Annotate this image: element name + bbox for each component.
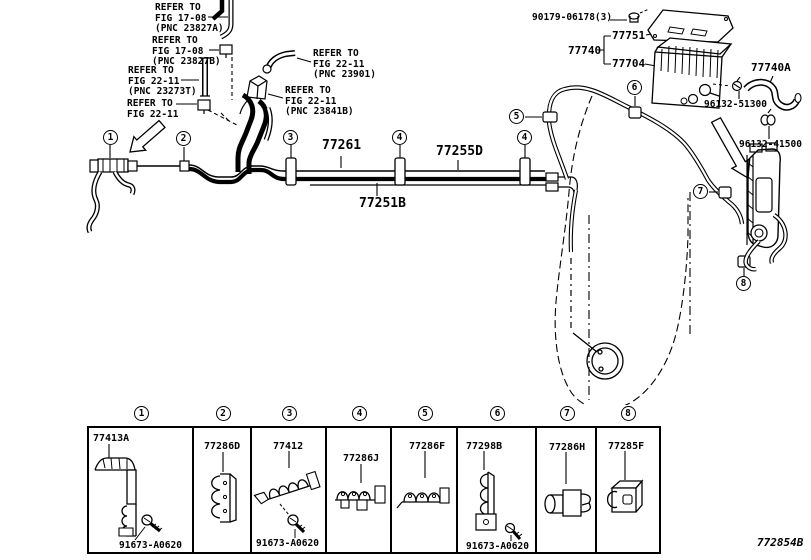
legend-callout-8[interactable]: 8: [621, 406, 636, 421]
callout-4b[interactable]: 4: [517, 130, 532, 145]
legend-cell-6: [458, 428, 537, 552]
clip-drawing-77286J: [327, 428, 390, 552]
refer-note-line: (PNC 23827B): [152, 56, 221, 67]
label-96132-51300[interactable]: 96132-51300: [704, 99, 767, 110]
callout-6[interactable]: 6: [627, 80, 642, 95]
legend-bolt-91673[interactable]: 91673-A0620: [256, 538, 319, 549]
label-77751[interactable]: 77751: [612, 29, 646, 42]
refer-note-fig22-11-b[interactable]: [127, 99, 178, 120]
legend-cell-8: [597, 428, 659, 552]
legend-callout-4[interactable]: 4: [352, 406, 367, 421]
legend-part-77413A[interactable]: 77413A: [93, 433, 130, 444]
legend-cell-5: [392, 428, 458, 552]
filler-tube-descender: [571, 190, 576, 330]
label-77255D[interactable]: 77255D: [436, 144, 483, 159]
legend-part-77286J[interactable]: 77286J: [343, 453, 380, 464]
callout-1[interactable]: 1: [103, 130, 118, 145]
refer-note-line: REFER TO: [152, 35, 198, 46]
label-96132-41500[interactable]: 96132-41500: [739, 139, 802, 150]
legend-header-row: [87, 406, 661, 421]
legend-callout-7[interactable]: 7: [560, 406, 575, 421]
clip-96132-41500-icon: [761, 109, 775, 125]
refer-note-line: FIG 17-08: [152, 45, 204, 57]
refer-note-line: FIG 22-11: [285, 95, 337, 107]
nut-90179: [629, 9, 649, 22]
refer-note-fig17-08-a[interactable]: [155, 3, 224, 35]
refer-note-line: (PNC 23841B): [285, 106, 354, 117]
callout-3[interactable]: 3: [283, 130, 298, 145]
refer-note-line: (PNC 23827A): [155, 23, 224, 34]
left-bracket-assembly: [89, 159, 133, 232]
legend-cell-7: [537, 428, 597, 552]
legend-callout-2[interactable]: 2: [216, 406, 231, 421]
refer-note-fig22-11-a[interactable]: [128, 66, 197, 98]
legend-table: [87, 426, 661, 554]
refer-note-line: REFER TO: [128, 65, 174, 76]
legend-bolt-91673[interactable]: 91673-A0620: [466, 541, 529, 552]
callout-4a[interactable]: 4: [392, 130, 407, 145]
label-77704[interactable]: 77704: [612, 57, 646, 70]
refer-note-line: REFER TO: [313, 48, 359, 59]
legend-cell-1: [89, 428, 194, 552]
refer-note-line: (PNC 23901): [313, 69, 376, 80]
legend-cell-2: [194, 428, 252, 552]
label-77251B[interactable]: 77251B: [359, 196, 406, 211]
callout-2[interactable]: 2: [176, 131, 191, 146]
legend-cell-4: [327, 428, 392, 552]
clamp-96132-51300-icon: [733, 77, 742, 91]
refer-note-line: REFER TO: [285, 85, 331, 96]
legend-part-77286D[interactable]: 77286D: [204, 441, 241, 452]
refer-note-line: (PNC 23273T): [128, 86, 197, 97]
legend-callout-5[interactable]: 5: [418, 406, 433, 421]
legend-bolt-91673[interactable]: 91673-A0620: [119, 540, 182, 551]
refer-note-fig22-11-c[interactable]: [313, 49, 376, 81]
legend-callout-1[interactable]: 1: [134, 406, 149, 421]
figure-code: 772854B: [757, 536, 804, 549]
fuel-filler-opening: [573, 333, 623, 379]
legend-part-77286H[interactable]: 77286H: [549, 442, 586, 453]
refer-note-fig17-08-b[interactable]: [152, 36, 221, 68]
fuel-tube-bundle: [137, 165, 577, 193]
legend-cell-3: [252, 428, 327, 552]
legend-part-77285F[interactable]: 77285F: [608, 441, 645, 452]
callout-leaders: [110, 96, 744, 276]
label-90179-06178[interactable]: 90179-06178(3): [532, 12, 613, 23]
label-77740A[interactable]: 77740A: [751, 61, 791, 74]
clip-drawing-77413A: [89, 428, 192, 552]
refer-note-line: FIG 22-11: [313, 58, 365, 70]
filler-bracket-assembly: [746, 143, 786, 269]
refer-note-line: FIG 22-11: [128, 75, 180, 87]
label-77261[interactable]: 77261: [322, 138, 362, 153]
refer-note-line: REFER TO: [127, 98, 173, 109]
legend-callout-3[interactable]: 3: [282, 406, 297, 421]
label-77740[interactable]: 77740: [568, 44, 602, 57]
legend-callout-6[interactable]: 6: [490, 406, 505, 421]
legend-part-77412[interactable]: 77412: [273, 441, 304, 452]
callout-8[interactable]: 8: [736, 276, 751, 291]
callout-7[interactable]: 7: [693, 184, 708, 199]
legend-part-77286F[interactable]: 77286F: [409, 441, 446, 452]
refer-note-line: FIG 22-11: [127, 108, 179, 120]
pointer-arrow-left: [130, 121, 165, 152]
refer-note-line: REFER TO: [155, 2, 201, 13]
refer-note-fig22-11-d[interactable]: [285, 86, 354, 118]
refer-note-line: FIG 17-08: [155, 12, 207, 24]
callout-5[interactable]: 5: [509, 109, 524, 124]
legend-part-77298B[interactable]: 77298B: [466, 441, 503, 452]
